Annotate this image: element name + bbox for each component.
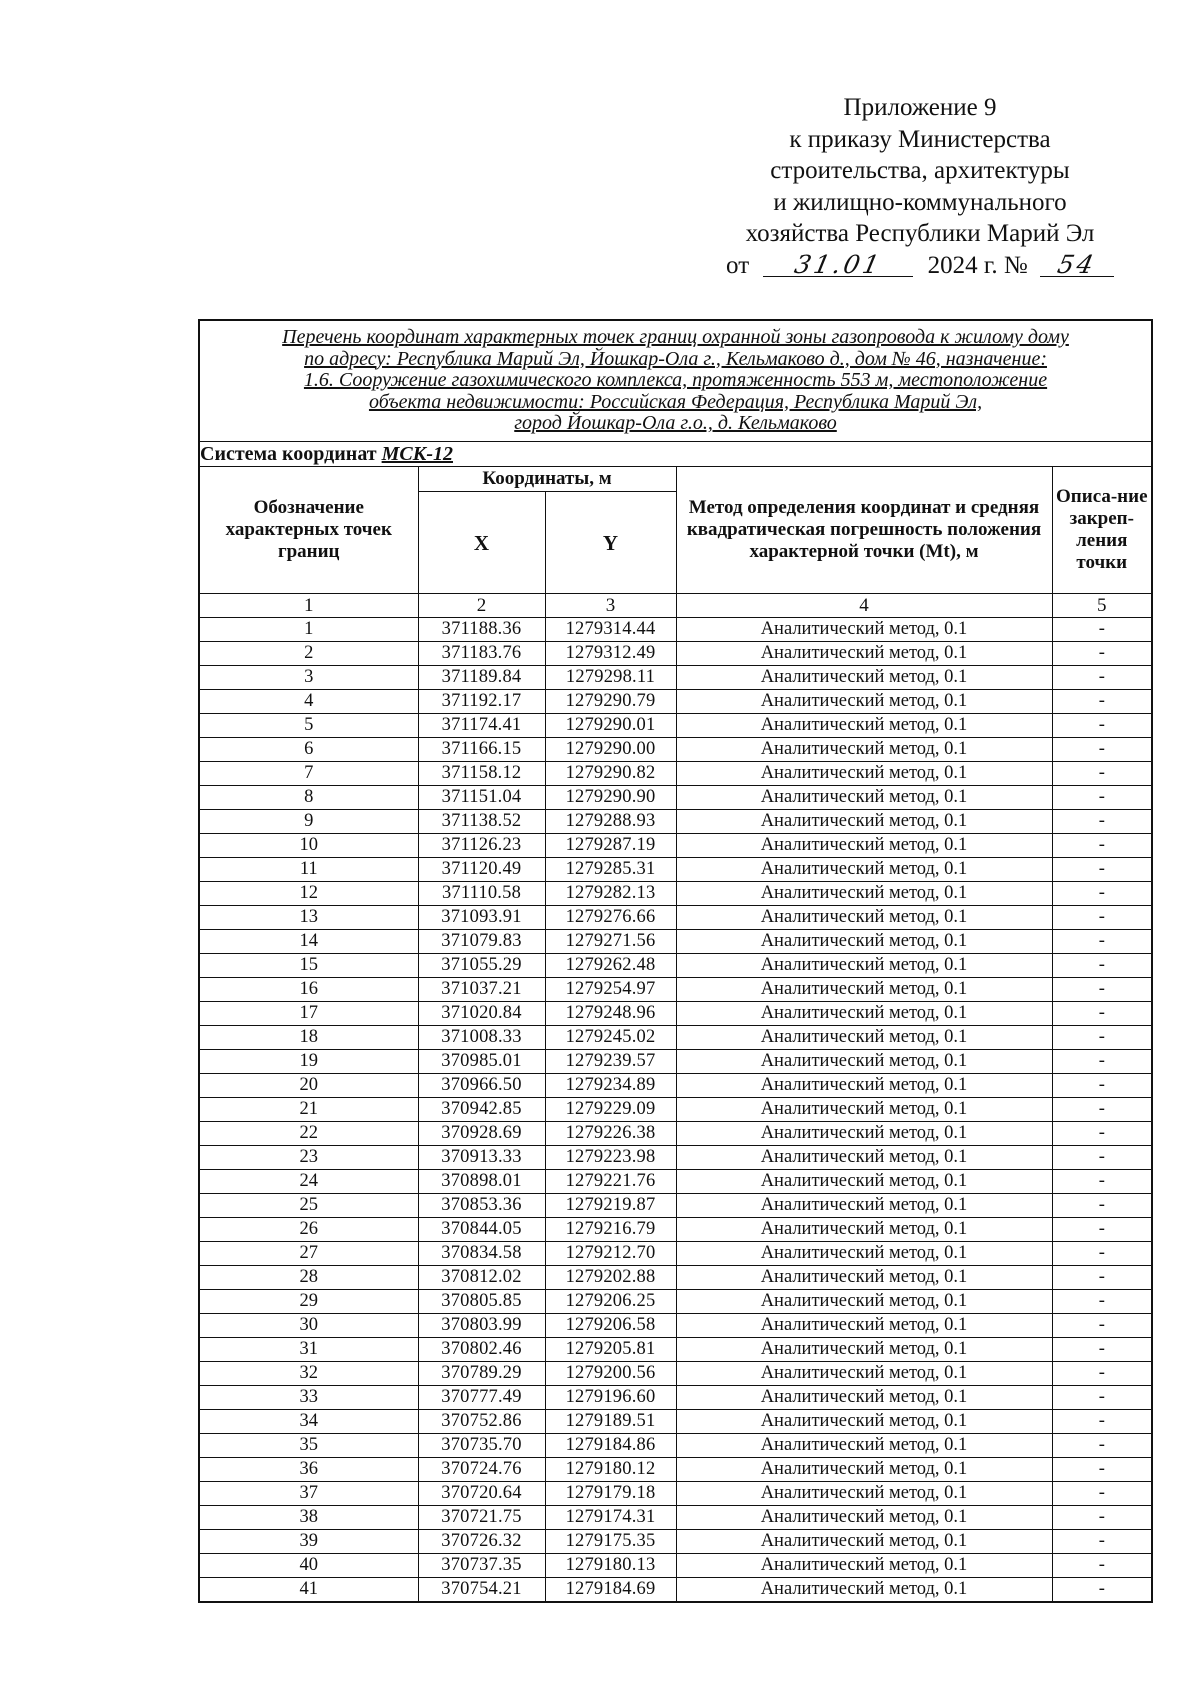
y-coordinate: 1279219.87 bbox=[545, 1194, 676, 1218]
description-cell: - bbox=[1052, 1194, 1152, 1218]
y-coordinate: 1279200.56 bbox=[545, 1362, 676, 1386]
header-point: Обозначение характерных точек границ bbox=[199, 467, 418, 594]
table-row bbox=[199, 1482, 1152, 1506]
header-description: Описа-ние закреп-ления точки bbox=[1052, 467, 1152, 594]
description-cell: - bbox=[1052, 1170, 1152, 1194]
x-coordinate: 370754.21 bbox=[418, 1578, 545, 1603]
method-cell: Аналитический метод, 0.1 bbox=[676, 1386, 1052, 1410]
x-coordinate: 370720.64 bbox=[418, 1482, 545, 1506]
table-row bbox=[199, 714, 1152, 738]
method-cell: Аналитический метод, 0.1 bbox=[676, 1026, 1052, 1050]
point-id: 19 bbox=[199, 1050, 418, 1074]
method-cell: Аналитический метод, 0.1 bbox=[676, 1362, 1052, 1386]
description-cell: - bbox=[1052, 1482, 1152, 1506]
x-coordinate: 370985.01 bbox=[418, 1050, 545, 1074]
x-coordinate: 370802.46 bbox=[418, 1338, 545, 1362]
method-cell: Аналитический метод, 0.1 bbox=[676, 642, 1052, 666]
point-id: 12 bbox=[199, 882, 418, 906]
method-cell: Аналитический метод, 0.1 bbox=[676, 1530, 1052, 1554]
header-coordinates: Координаты, м bbox=[418, 467, 676, 492]
y-coordinate: 1279216.79 bbox=[545, 1218, 676, 1242]
column-number: 4 bbox=[676, 594, 1052, 618]
table-row bbox=[199, 1002, 1152, 1026]
table-row bbox=[199, 690, 1152, 714]
method-cell: Аналитический метод, 0.1 bbox=[676, 1194, 1052, 1218]
method-cell: Аналитический метод, 0.1 bbox=[676, 906, 1052, 930]
order-date-handwritten: 31.01 bbox=[763, 254, 913, 277]
method-cell: Аналитический метод, 0.1 bbox=[676, 1290, 1052, 1314]
method-cell: Аналитический метод, 0.1 bbox=[676, 1314, 1052, 1338]
description-cell: - bbox=[1052, 1458, 1152, 1482]
y-coordinate: 1279179.18 bbox=[545, 1482, 676, 1506]
point-id: 18 bbox=[199, 1026, 418, 1050]
x-coordinate: 370812.02 bbox=[418, 1266, 545, 1290]
description-cell: - bbox=[1052, 1026, 1152, 1050]
column-number: 2 bbox=[418, 594, 545, 618]
point-id: 26 bbox=[199, 1218, 418, 1242]
y-coordinate: 1279226.38 bbox=[545, 1122, 676, 1146]
table-row bbox=[199, 1074, 1152, 1098]
y-coordinate: 1279174.31 bbox=[545, 1506, 676, 1530]
table-row bbox=[199, 738, 1152, 762]
order-number-handwritten: 54 bbox=[1040, 254, 1114, 277]
method-cell: Аналитический метод, 0.1 bbox=[676, 1338, 1052, 1362]
table-row bbox=[199, 1458, 1152, 1482]
point-id: 40 bbox=[199, 1554, 418, 1578]
x-coordinate: 370834.58 bbox=[418, 1242, 545, 1266]
point-id: 23 bbox=[199, 1146, 418, 1170]
order-date-line bbox=[690, 250, 1150, 282]
table-title-line: Перечень координат характерных точек границ охранной зоны газопровода к жилому дому bbox=[282, 326, 1069, 349]
point-id: 22 bbox=[199, 1122, 418, 1146]
description-cell: - bbox=[1052, 906, 1152, 930]
point-id: 5 bbox=[199, 714, 418, 738]
x-coordinate: 370735.70 bbox=[418, 1434, 545, 1458]
description-cell: - bbox=[1052, 1050, 1152, 1074]
method-cell: Аналитический метод, 0.1 bbox=[676, 714, 1052, 738]
table-row bbox=[199, 1098, 1152, 1122]
x-coordinate: 370789.29 bbox=[418, 1362, 545, 1386]
y-coordinate: 1279189.51 bbox=[545, 1410, 676, 1434]
table-row bbox=[199, 978, 1152, 1002]
x-coordinate: 370898.01 bbox=[418, 1170, 545, 1194]
method-cell: Аналитический метод, 0.1 bbox=[676, 1578, 1052, 1603]
x-coordinate: 370844.05 bbox=[418, 1218, 545, 1242]
table-row bbox=[199, 810, 1152, 834]
header-method: Метод определения координат и средняя квадратическая погрешность положения характерной точки (Mt), м bbox=[676, 467, 1052, 594]
y-coordinate: 1279239.57 bbox=[545, 1050, 676, 1074]
table-row bbox=[199, 1578, 1152, 1603]
column-number: 1 bbox=[199, 594, 418, 618]
table-row bbox=[199, 1218, 1152, 1242]
point-id: 29 bbox=[199, 1290, 418, 1314]
description-cell: - bbox=[1052, 1362, 1152, 1386]
method-cell: Аналитический метод, 0.1 bbox=[676, 882, 1052, 906]
description-cell: - bbox=[1052, 1218, 1152, 1242]
point-id: 11 bbox=[199, 858, 418, 882]
y-coordinate: 1279221.76 bbox=[545, 1170, 676, 1194]
table-row bbox=[199, 1338, 1152, 1362]
y-coordinate: 1279276.66 bbox=[545, 906, 676, 930]
appendix-title: Приложение 9 bbox=[843, 94, 997, 121]
point-id: 16 bbox=[199, 978, 418, 1002]
point-id: 4 bbox=[199, 690, 418, 714]
x-coordinate: 371188.36 bbox=[418, 618, 545, 642]
description-cell: - bbox=[1052, 1122, 1152, 1146]
point-id: 33 bbox=[199, 1386, 418, 1410]
method-cell: Аналитический метод, 0.1 bbox=[676, 1458, 1052, 1482]
table-title-line: 1.6. Сооружение газохимического комплекса, протяженность 553 м, местоположение bbox=[303, 369, 1048, 392]
y-coordinate: 1279287.19 bbox=[545, 834, 676, 858]
point-id: 6 bbox=[199, 738, 418, 762]
point-id: 35 bbox=[199, 1434, 418, 1458]
method-cell: Аналитический метод, 0.1 bbox=[676, 1122, 1052, 1146]
date-prefix: от bbox=[726, 251, 750, 279]
table-row bbox=[199, 1170, 1152, 1194]
appendix-header bbox=[690, 92, 1150, 281]
x-coordinate: 370724.76 bbox=[418, 1458, 545, 1482]
y-coordinate: 1279262.48 bbox=[545, 954, 676, 978]
description-cell: - bbox=[1052, 1410, 1152, 1434]
x-coordinate: 370726.32 bbox=[418, 1530, 545, 1554]
y-coordinate: 1279290.82 bbox=[545, 762, 676, 786]
method-cell: Аналитический метод, 0.1 bbox=[676, 930, 1052, 954]
table-row bbox=[199, 1290, 1152, 1314]
point-id: 34 bbox=[199, 1410, 418, 1434]
table-row bbox=[199, 1410, 1152, 1434]
x-coordinate: 371093.91 bbox=[418, 906, 545, 930]
method-cell: Аналитический метод, 0.1 bbox=[676, 1170, 1052, 1194]
x-coordinate: 371151.04 bbox=[418, 786, 545, 810]
y-coordinate: 1279254.97 bbox=[545, 978, 676, 1002]
appendix-line: к приказу Министерства bbox=[789, 125, 1051, 153]
point-id: 36 bbox=[199, 1458, 418, 1482]
y-coordinate: 1279288.93 bbox=[545, 810, 676, 834]
method-cell: Аналитический метод, 0.1 bbox=[676, 762, 1052, 786]
y-coordinate: 1279290.01 bbox=[545, 714, 676, 738]
table-row bbox=[199, 1146, 1152, 1170]
method-cell: Аналитический метод, 0.1 bbox=[676, 1218, 1052, 1242]
table-row bbox=[199, 1122, 1152, 1146]
method-cell: Аналитический метод, 0.1 bbox=[676, 738, 1052, 762]
point-id: 13 bbox=[199, 906, 418, 930]
method-cell: Аналитический метод, 0.1 bbox=[676, 978, 1052, 1002]
y-coordinate: 1279205.81 bbox=[545, 1338, 676, 1362]
method-cell: Аналитический метод, 0.1 bbox=[676, 1098, 1052, 1122]
x-coordinate: 370805.85 bbox=[418, 1290, 545, 1314]
method-cell: Аналитический метод, 0.1 bbox=[676, 954, 1052, 978]
description-cell: - bbox=[1052, 738, 1152, 762]
table-row bbox=[199, 858, 1152, 882]
table-row bbox=[199, 762, 1152, 786]
table-row bbox=[199, 906, 1152, 930]
table-row bbox=[199, 930, 1152, 954]
point-id: 15 bbox=[199, 954, 418, 978]
table-row bbox=[199, 1050, 1152, 1074]
x-coordinate: 371120.49 bbox=[418, 858, 545, 882]
description-cell: - bbox=[1052, 1098, 1152, 1122]
description-cell: - bbox=[1052, 1506, 1152, 1530]
x-coordinate: 371192.17 bbox=[418, 690, 545, 714]
description-cell: - bbox=[1052, 1146, 1152, 1170]
table-row bbox=[199, 1026, 1152, 1050]
method-cell: Аналитический метод, 0.1 bbox=[676, 1002, 1052, 1026]
x-coordinate: 370913.33 bbox=[418, 1146, 545, 1170]
column-number: 5 bbox=[1052, 594, 1152, 618]
y-coordinate: 1279223.98 bbox=[545, 1146, 676, 1170]
description-cell: - bbox=[1052, 642, 1152, 666]
y-coordinate: 1279290.00 bbox=[545, 738, 676, 762]
y-coordinate: 1279314.44 bbox=[545, 618, 676, 642]
point-id: 38 bbox=[199, 1506, 418, 1530]
x-coordinate: 371166.15 bbox=[418, 738, 545, 762]
method-cell: Аналитический метод, 0.1 bbox=[676, 1050, 1052, 1074]
method-cell: Аналитический метод, 0.1 bbox=[676, 1506, 1052, 1530]
method-cell: Аналитический метод, 0.1 bbox=[676, 858, 1052, 882]
y-coordinate: 1279196.60 bbox=[545, 1386, 676, 1410]
point-id: 8 bbox=[199, 786, 418, 810]
x-coordinate: 371055.29 bbox=[418, 954, 545, 978]
y-coordinate: 1279180.12 bbox=[545, 1458, 676, 1482]
point-id: 1 bbox=[199, 618, 418, 642]
point-id: 10 bbox=[199, 834, 418, 858]
table-row bbox=[199, 834, 1152, 858]
y-coordinate: 1279184.69 bbox=[545, 1578, 676, 1603]
point-id: 25 bbox=[199, 1194, 418, 1218]
method-cell: Аналитический метод, 0.1 bbox=[676, 666, 1052, 690]
description-cell: - bbox=[1052, 834, 1152, 858]
y-coordinate: 1279202.88 bbox=[545, 1266, 676, 1290]
y-coordinate: 1279298.11 bbox=[545, 666, 676, 690]
column-number: 3 bbox=[545, 594, 676, 618]
x-coordinate: 371126.23 bbox=[418, 834, 545, 858]
description-cell: - bbox=[1052, 858, 1152, 882]
y-coordinate: 1279184.86 bbox=[545, 1434, 676, 1458]
description-cell: - bbox=[1052, 1002, 1152, 1026]
method-cell: Аналитический метод, 0.1 bbox=[676, 810, 1052, 834]
point-id: 17 bbox=[199, 1002, 418, 1026]
order-year-number-label: 2024 г. № bbox=[927, 251, 1028, 279]
appendix-line: хозяйства Республики Марий Эл bbox=[745, 220, 1095, 247]
x-coordinate: 370752.86 bbox=[418, 1410, 545, 1434]
point-id: 31 bbox=[199, 1338, 418, 1362]
point-id: 2 bbox=[199, 642, 418, 666]
y-coordinate: 1279285.31 bbox=[545, 858, 676, 882]
table-row bbox=[199, 1506, 1152, 1530]
x-coordinate: 371110.58 bbox=[418, 882, 545, 906]
y-coordinate: 1279282.13 bbox=[545, 882, 676, 906]
method-cell: Аналитический метод, 0.1 bbox=[676, 1146, 1052, 1170]
table-row bbox=[199, 1266, 1152, 1290]
point-id: 27 bbox=[199, 1242, 418, 1266]
x-coordinate: 370942.85 bbox=[418, 1098, 545, 1122]
description-cell: - bbox=[1052, 1314, 1152, 1338]
table-body bbox=[199, 618, 1152, 1603]
description-cell: - bbox=[1052, 618, 1152, 642]
x-coordinate: 371037.21 bbox=[418, 978, 545, 1002]
point-id: 14 bbox=[199, 930, 418, 954]
appendix-line: и жилищно-коммунального bbox=[773, 188, 1067, 216]
table-row bbox=[199, 1386, 1152, 1410]
table-row bbox=[199, 1362, 1152, 1386]
x-coordinate: 371189.84 bbox=[418, 666, 545, 690]
header-x: X bbox=[418, 492, 545, 594]
y-coordinate: 1279234.89 bbox=[545, 1074, 676, 1098]
y-coordinate: 1279180.13 bbox=[545, 1554, 676, 1578]
table-row bbox=[199, 954, 1152, 978]
description-cell: - bbox=[1052, 1530, 1152, 1554]
description-cell: - bbox=[1052, 810, 1152, 834]
x-coordinate: 370803.99 bbox=[418, 1314, 545, 1338]
y-coordinate: 1279290.90 bbox=[545, 786, 676, 810]
x-coordinate: 371020.84 bbox=[418, 1002, 545, 1026]
description-cell: - bbox=[1052, 978, 1152, 1002]
description-cell: - bbox=[1052, 714, 1152, 738]
x-coordinate: 371008.33 bbox=[418, 1026, 545, 1050]
table-row bbox=[199, 642, 1152, 666]
method-cell: Аналитический метод, 0.1 bbox=[676, 1482, 1052, 1506]
table-row bbox=[199, 882, 1152, 906]
y-coordinate: 1279206.58 bbox=[545, 1314, 676, 1338]
coordinates-table bbox=[198, 319, 1153, 1603]
method-cell: Аналитический метод, 0.1 bbox=[676, 1266, 1052, 1290]
method-cell: Аналитический метод, 0.1 bbox=[676, 786, 1052, 810]
table-title-line: объекта недвижимости: Российская Федерация, Республика Марий Эл, bbox=[368, 390, 983, 413]
table-row bbox=[199, 1434, 1152, 1458]
y-coordinate: 1279212.70 bbox=[545, 1242, 676, 1266]
description-cell: - bbox=[1052, 1338, 1152, 1362]
y-coordinate: 1279229.09 bbox=[545, 1098, 676, 1122]
x-coordinate: 370721.75 bbox=[418, 1506, 545, 1530]
method-cell: Аналитический метод, 0.1 bbox=[676, 834, 1052, 858]
x-coordinate: 370853.36 bbox=[418, 1194, 545, 1218]
table-title bbox=[199, 320, 1152, 442]
description-cell: - bbox=[1052, 762, 1152, 786]
description-cell: - bbox=[1052, 786, 1152, 810]
y-coordinate: 1279271.56 bbox=[545, 930, 676, 954]
description-cell: - bbox=[1052, 954, 1152, 978]
method-cell: Аналитический метод, 0.1 bbox=[676, 1242, 1052, 1266]
point-id: 30 bbox=[199, 1314, 418, 1338]
y-coordinate: 1279245.02 bbox=[545, 1026, 676, 1050]
point-id: 37 bbox=[199, 1482, 418, 1506]
x-coordinate: 371174.41 bbox=[418, 714, 545, 738]
header-y: Y bbox=[545, 492, 676, 594]
point-id: 7 bbox=[199, 762, 418, 786]
method-cell: Аналитический метод, 0.1 bbox=[676, 1074, 1052, 1098]
point-id: 24 bbox=[199, 1170, 418, 1194]
description-cell: - bbox=[1052, 1290, 1152, 1314]
point-id: 32 bbox=[199, 1362, 418, 1386]
point-id: 20 bbox=[199, 1074, 418, 1098]
description-cell: - bbox=[1052, 1074, 1152, 1098]
table-title-line: по адресу: Республика Марий Эл, Йошкар-Ола г., Кельмаково д., дом № 46, назначение: bbox=[304, 347, 1047, 370]
method-cell: Аналитический метод, 0.1 bbox=[676, 1434, 1052, 1458]
x-coordinate: 371079.83 bbox=[418, 930, 545, 954]
description-cell: - bbox=[1052, 1266, 1152, 1290]
description-cell: - bbox=[1052, 930, 1152, 954]
method-cell: Аналитический метод, 0.1 bbox=[676, 690, 1052, 714]
y-coordinate: 1279248.96 bbox=[545, 1002, 676, 1026]
coordinate-system-value: МСК-12 bbox=[381, 443, 453, 465]
point-id: 3 bbox=[199, 666, 418, 690]
x-coordinate: 370928.69 bbox=[418, 1122, 545, 1146]
x-coordinate: 371183.76 bbox=[418, 642, 545, 666]
x-coordinate: 371138.52 bbox=[418, 810, 545, 834]
description-cell: - bbox=[1052, 690, 1152, 714]
table-title-line: город Йошкар-Ола г.о., д. Кельмаково bbox=[514, 412, 837, 435]
y-coordinate: 1279290.79 bbox=[545, 690, 676, 714]
point-id: 41 bbox=[199, 1578, 418, 1603]
description-cell: - bbox=[1052, 1242, 1152, 1266]
point-id: 28 bbox=[199, 1266, 418, 1290]
method-cell: Аналитический метод, 0.1 bbox=[676, 1554, 1052, 1578]
x-coordinate: 370966.50 bbox=[418, 1074, 545, 1098]
description-cell: - bbox=[1052, 1434, 1152, 1458]
description-cell: - bbox=[1052, 1386, 1152, 1410]
point-id: 9 bbox=[199, 810, 418, 834]
description-cell: - bbox=[1052, 1554, 1152, 1578]
y-coordinate: 1279312.49 bbox=[545, 642, 676, 666]
table-row bbox=[199, 1530, 1152, 1554]
table-row bbox=[199, 1194, 1152, 1218]
method-cell: Аналитический метод, 0.1 bbox=[676, 1410, 1052, 1434]
table-row bbox=[199, 1314, 1152, 1338]
description-cell: - bbox=[1052, 1578, 1152, 1603]
method-cell: Аналитический метод, 0.1 bbox=[676, 618, 1052, 642]
table-row bbox=[199, 1242, 1152, 1266]
appendix-line: строительства, архитектуры bbox=[770, 157, 1070, 184]
table-row bbox=[199, 618, 1152, 642]
y-coordinate: 1279206.25 bbox=[545, 1290, 676, 1314]
x-coordinate: 370737.35 bbox=[418, 1554, 545, 1578]
description-cell: - bbox=[1052, 666, 1152, 690]
point-id: 39 bbox=[199, 1530, 418, 1554]
table-row bbox=[199, 666, 1152, 690]
description-cell: - bbox=[1052, 882, 1152, 906]
x-coordinate: 371158.12 bbox=[418, 762, 545, 786]
table-row bbox=[199, 786, 1152, 810]
y-coordinate: 1279175.35 bbox=[545, 1530, 676, 1554]
coordinate-system-row bbox=[199, 442, 1152, 467]
point-id: 21 bbox=[199, 1098, 418, 1122]
x-coordinate: 370777.49 bbox=[418, 1386, 545, 1410]
coordinate-system-label: Система координат bbox=[200, 443, 377, 465]
table-row bbox=[199, 1554, 1152, 1578]
